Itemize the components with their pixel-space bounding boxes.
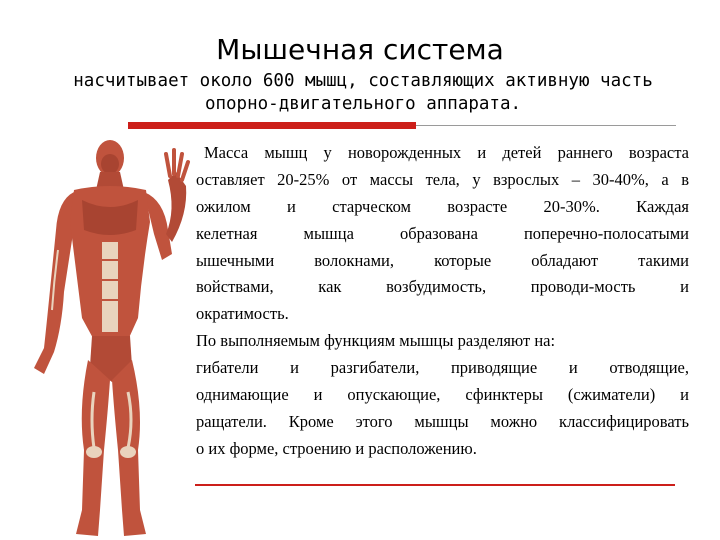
subtitle-line: опорно-двигательного аппарата. — [204, 94, 522, 114]
body-line: гибатели и разгибатели, приводящие и отводящие, — [196, 358, 689, 378]
top-divider-grey-line — [416, 125, 676, 126]
slide-subtitle — [18, 70, 708, 116]
body-line: Масса мышц у новорожденных и детей раннего возраста — [204, 143, 689, 162]
body-line: ышечными волокнами, которые обладают такими — [196, 250, 689, 270]
body-line: ожилом и старческом возрасте 20-30%. Каждая — [196, 196, 689, 216]
body-line: ократимость. — [196, 304, 289, 324]
bottom-divider — [195, 484, 675, 486]
muscular-anatomy-figure — [18, 130, 196, 540]
subtitle-line: насчитывает около 600 мышц, составляющих активную часть — [73, 71, 653, 91]
muscle-figure-body — [34, 140, 188, 536]
body-line: келетная мышца образована поперечно-полосатыми — [196, 223, 689, 243]
body-line: о их форме, строению и расположению. — [196, 438, 477, 458]
body-line: однимающие и опускающие, сфинктеры (сжиматели) и — [196, 385, 689, 405]
body-line: ращатели. Кроме этого мышцы можно классифицировать — [196, 411, 689, 431]
body-line: оставляет 20-25% от массы тела, у взрослых – 30-40%, а в — [196, 169, 689, 189]
body-text — [196, 140, 689, 463]
slide-title: Мышечная система — [216, 33, 504, 66]
body-line: По выполняемым функциям мышцы разделяют на: — [196, 331, 556, 351]
top-divider — [128, 122, 676, 132]
body-line: войствами, как возбудимость, проводи-мость и — [196, 277, 689, 297]
top-divider-red-bar — [128, 122, 416, 129]
